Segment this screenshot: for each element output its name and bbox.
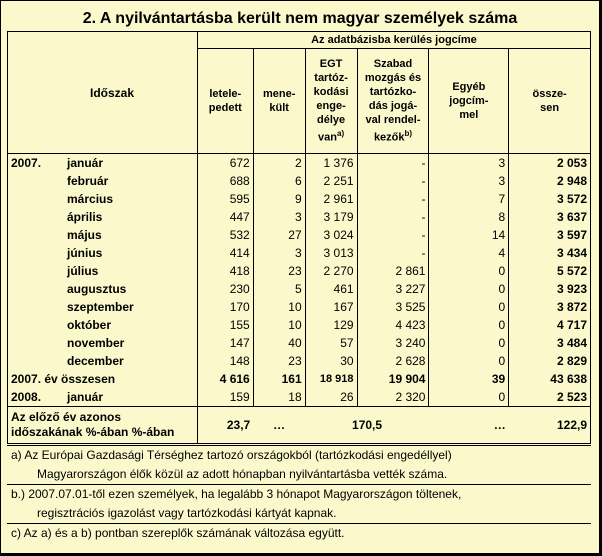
table-row — [8, 226, 591, 244]
footnote-marker: a) — [337, 129, 345, 139]
note-b-line2: regisztrációs igazolást vagy tartózkodási kártyát kapnak. — [37, 506, 337, 520]
table-row — [8, 190, 591, 208]
table-cell: 3 872 — [509, 298, 591, 316]
pct-cell: 122,9 — [509, 407, 591, 444]
table-cell: 3 637 — [509, 208, 591, 226]
row-month: július — [67, 264, 99, 278]
row-month: október — [67, 318, 112, 332]
table-cell: 18 918 — [305, 370, 357, 388]
table-row — [8, 316, 591, 334]
pct-cell: … — [429, 407, 509, 444]
table-cell: 161 — [253, 370, 305, 388]
table-cell: 3 240 — [357, 334, 429, 352]
column-header-4 — [429, 49, 509, 154]
footnotes — [7, 445, 591, 543]
table-cell: 3 484 — [509, 334, 591, 352]
table-cell: 30 — [305, 352, 357, 370]
table-row — [8, 298, 591, 316]
note-c — [7, 523, 591, 543]
column-header-line: enge- — [316, 100, 346, 113]
row-label — [8, 298, 198, 316]
column-header-line: Szabad — [373, 58, 413, 71]
table-cell: 0 — [429, 334, 509, 352]
table-cell: 2 861 — [357, 262, 429, 280]
table-cell: - — [357, 226, 429, 244]
percentage-label-line1: Az előző év azonos — [11, 410, 122, 424]
column-header-5 — [509, 49, 591, 154]
data-table — [7, 31, 591, 444]
column-header-line: van — [318, 131, 337, 144]
table-cell: 7 — [429, 190, 509, 208]
column-header-line: mozgás és — [364, 72, 422, 85]
column-header-2 — [305, 49, 357, 154]
row-label — [8, 154, 198, 173]
table-cell: 5 — [253, 280, 305, 298]
table-cell: 2 948 — [509, 172, 591, 190]
row-year: 2008. — [11, 390, 42, 404]
column-header-3 — [357, 49, 429, 154]
row-label — [8, 370, 198, 388]
table-cell: 3 — [429, 154, 509, 173]
row-label — [8, 352, 198, 370]
row-label — [8, 388, 198, 407]
column-header-line: össze- — [532, 88, 567, 100]
column-header-line: kült — [269, 102, 289, 114]
percentage-row — [8, 407, 591, 444]
pct-cell: 23,7 — [197, 407, 253, 444]
pct-cell: 170,5 — [305, 407, 429, 444]
table-cell: 3 434 — [509, 244, 591, 262]
table-cell: 23 — [253, 352, 305, 370]
table-cell: 3 525 — [357, 298, 429, 316]
table-cell: 43 638 — [509, 370, 591, 388]
table-cell: 167 — [305, 298, 357, 316]
table-cell: 2 251 — [305, 172, 357, 190]
table-cell: 0 — [429, 352, 509, 370]
table-cell: 414 — [197, 244, 253, 262]
table-cell: 2 523 — [509, 388, 591, 407]
table-row — [8, 208, 591, 226]
table-cell: - — [357, 154, 429, 173]
table-cell: 3 013 — [305, 244, 357, 262]
column-header-line: sen — [540, 102, 560, 114]
table-cell: 3 572 — [509, 190, 591, 208]
row-label — [8, 316, 198, 334]
table-cell: 23 — [253, 262, 305, 280]
table-cell: 4 — [429, 244, 509, 262]
table-cell: - — [357, 244, 429, 262]
table-cell: 4 616 — [197, 370, 253, 388]
table-row — [8, 334, 591, 352]
column-header-line: val rendel- — [365, 114, 421, 127]
table-cell: 595 — [197, 190, 253, 208]
pct-cell: … — [253, 407, 305, 444]
table-cell: 39 — [429, 370, 509, 388]
note-a-line1: a) Az Európai Gazdasági Térséghez tartozó országokból (tartózkodási engedéllyel) — [11, 448, 452, 462]
table-cell: 10 — [253, 316, 305, 334]
column-header-line: délye — [317, 114, 346, 127]
table-cell: 147 — [197, 334, 253, 352]
table-cell: 418 — [197, 262, 253, 280]
table-cell: 447 — [197, 208, 253, 226]
table-cell: 27 — [253, 226, 305, 244]
row-month: január — [67, 156, 104, 170]
table-cell: 2 829 — [509, 352, 591, 370]
total-label: 2007. év összesen — [11, 372, 116, 386]
row-year: 2007. — [11, 156, 42, 170]
table-cell: 672 — [197, 154, 253, 173]
table-cell: 230 — [197, 280, 253, 298]
table-row — [8, 262, 591, 280]
table-cell: 3 923 — [509, 280, 591, 298]
column-header-line: kodási — [313, 86, 349, 99]
column-header-line: jogcím- — [449, 95, 489, 107]
table-cell: 18 — [253, 388, 305, 407]
column-header-line: pedett — [208, 102, 242, 114]
table-cell: 40 — [253, 334, 305, 352]
row-label — [8, 172, 198, 190]
percentage-label — [8, 407, 198, 444]
row-label — [8, 226, 198, 244]
table-cell: 461 — [305, 280, 357, 298]
row-month: június — [67, 246, 103, 260]
table-cell: 0 — [429, 298, 509, 316]
row-label — [8, 262, 198, 280]
table-row — [8, 388, 591, 407]
table-row — [8, 172, 591, 190]
table-title: 2. A nyilvántartásba került nem magyar személyek száma — [82, 10, 518, 27]
table-cell: - — [357, 208, 429, 226]
table-cell: 2 053 — [509, 154, 591, 173]
table-row — [8, 280, 591, 298]
table-cell: 148 — [197, 352, 253, 370]
footnote-marker: b) — [404, 129, 413, 139]
row-label — [8, 280, 198, 298]
note-a — [7, 445, 591, 484]
column-header-line: EGT — [319, 58, 343, 71]
group-header: Az adatbázisba kerülés jogcíme — [197, 32, 590, 49]
table-cell: 4 717 — [509, 316, 591, 334]
table-cell: 159 — [197, 388, 253, 407]
note-c-line: c) Az a) és a b) pontban szereplők számának változása együtt. — [11, 526, 345, 540]
table-cell: 26 — [305, 388, 357, 407]
table-cell: 8 — [429, 208, 509, 226]
row-month: november — [67, 336, 125, 350]
row-label — [8, 190, 198, 208]
table-cell: 3 — [253, 208, 305, 226]
table-cell: 155 — [197, 316, 253, 334]
table-cell: 3 227 — [357, 280, 429, 298]
table-row — [8, 370, 591, 388]
column-header-line: Egyéb — [452, 81, 486, 93]
table-cell: 0 — [429, 316, 509, 334]
table-cell: 10 — [253, 298, 305, 316]
table-cell: 6 — [253, 172, 305, 190]
table-cell: 0 — [429, 262, 509, 280]
row-label — [8, 334, 198, 352]
column-header-0 — [197, 49, 253, 154]
row-month: augusztus — [67, 282, 127, 296]
row-month: április — [67, 210, 103, 224]
table-cell: 170 — [197, 298, 253, 316]
column-header-line: tartóz- — [314, 72, 348, 85]
table-cell: 1 376 — [305, 154, 357, 173]
period-header: Időszak — [8, 32, 198, 154]
table-cell: 5 572 — [509, 262, 591, 280]
row-month: december — [67, 354, 124, 368]
column-header-line: mel — [459, 109, 479, 121]
header-group-row — [8, 32, 591, 49]
table-cell: 532 — [197, 226, 253, 244]
table-cell: 3 — [253, 244, 305, 262]
table-cell: 14 — [429, 226, 509, 244]
table-cell: - — [357, 190, 429, 208]
table-cell: 0 — [429, 388, 509, 407]
table-cell: 2 320 — [357, 388, 429, 407]
table-cell: 2 270 — [305, 262, 357, 280]
row-month: február — [67, 174, 109, 188]
column-header-line: tartózko- — [369, 86, 417, 99]
table-cell: 688 — [197, 172, 253, 190]
row-month: március — [67, 192, 114, 206]
table-cell: 3 — [429, 172, 509, 190]
table-cell: 2 961 — [305, 190, 357, 208]
column-header-1 — [253, 49, 305, 154]
table-cell: 0 — [429, 280, 509, 298]
row-month: január — [67, 390, 104, 404]
table-cell: 2 — [253, 154, 305, 173]
column-header-line: kezők — [373, 131, 405, 144]
column-header-line: letele- — [209, 88, 242, 100]
note-a-line2: Magyarországon élők közül az adott hónapban nyilvántartásba vették száma. — [37, 467, 448, 481]
table-cell: 57 — [305, 334, 357, 352]
table-cell: 3 597 — [509, 226, 591, 244]
percentage-label-line2: időszakának %-ában %-ában — [11, 425, 175, 439]
row-label — [8, 244, 198, 262]
table-cell: 3 179 — [305, 208, 357, 226]
table-cell: 4 423 — [357, 316, 429, 334]
note-b — [7, 484, 591, 523]
table-cell: 3 024 — [305, 226, 357, 244]
table-cell: 129 — [305, 316, 357, 334]
table-row — [8, 352, 591, 370]
row-month: május — [67, 228, 102, 242]
column-header-line: mene- — [262, 88, 296, 100]
table-cell: 19 904 — [357, 370, 429, 388]
table-row — [8, 244, 591, 262]
table-row — [8, 154, 591, 173]
column-header-line: dás jogá- — [368, 100, 418, 113]
row-label — [8, 208, 198, 226]
table-cell: - — [357, 172, 429, 190]
note-b-line1: b.) 2007.07.01-től ezen személyek, ha legalább 3 hónapot Magyarországon töltenek, — [11, 487, 462, 501]
row-month: szeptember — [67, 300, 134, 314]
table-cell: 9 — [253, 190, 305, 208]
table-cell: 2 628 — [357, 352, 429, 370]
